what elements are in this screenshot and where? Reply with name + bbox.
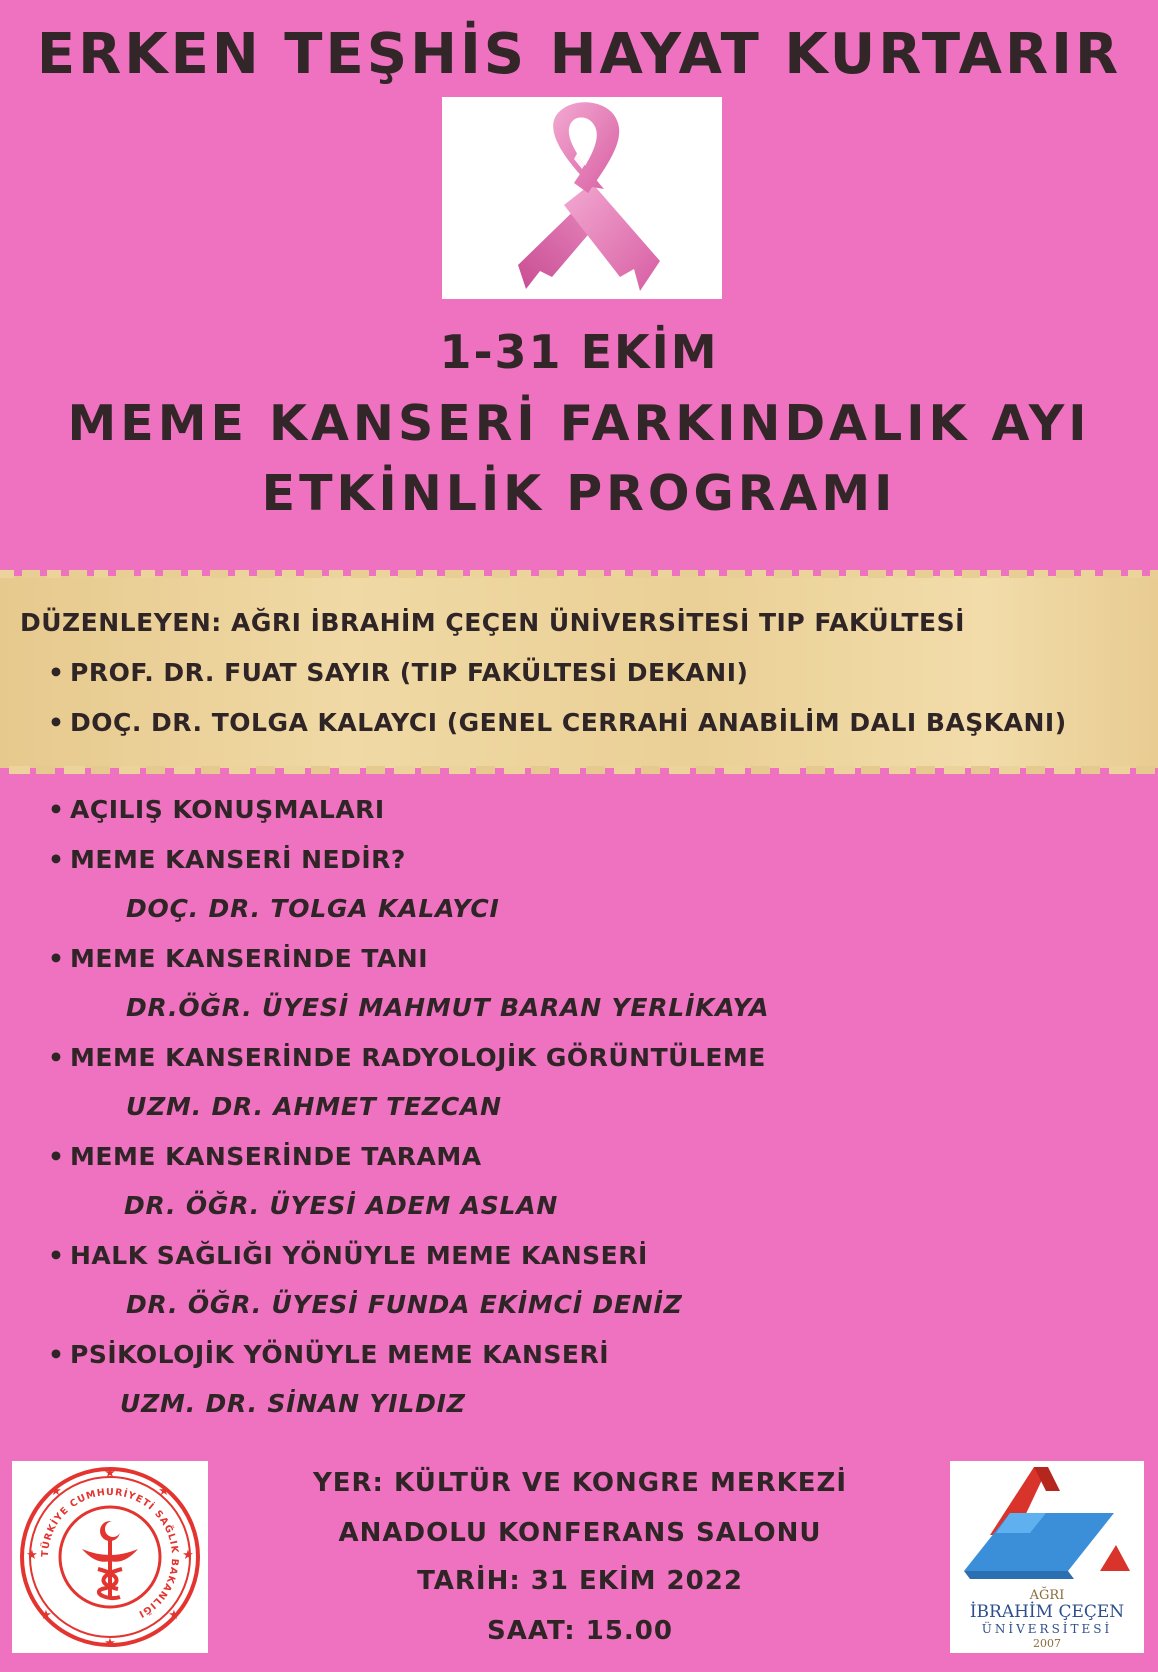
organizer-label: DÜZENLEYEN: AĞRI İBRAHİM ÇEÇEN ÜNİVERSİTESİ TIP FAKÜLTESİ	[20, 608, 965, 637]
university-name-line-2: İBRAHİM ÇEÇEN	[969, 1602, 1125, 1622]
program-speaker: DR.ÖĞR. ÜYESİ MAHMUT BARAN YERLİKAYA	[126, 993, 770, 1022]
program-topic: • HALK SAĞLIĞI YÖNÜYLE MEME KANSERİ	[48, 1241, 648, 1270]
program-speaker: DR. ÖĞR. ÜYESİ FUNDA EKİMCİ DENİZ	[126, 1290, 683, 1319]
venue-hall: ANADOLU KONFERANS SALONU	[338, 1518, 822, 1548]
svg-text:★: ★	[158, 1484, 170, 1499]
ministry-seal-text: TÜRKİYE CUMHURİYETİ SAĞLIK BAKANLIĞI	[39, 1486, 181, 1620]
program-topic: • MEME KANSERİNDE TANI	[48, 944, 429, 973]
svg-text:★: ★	[104, 1466, 116, 1481]
venue-place: YER: KÜLTÜR VE KONGRE MERKEZİ	[312, 1468, 848, 1498]
svg-text:★: ★	[168, 1608, 180, 1623]
university-founding-year: 2007	[1033, 1637, 1061, 1650]
svg-text:★: ★	[50, 1484, 62, 1499]
headline: ERKEN TEŞHİS HAYAT KURTARIR	[36, 22, 1122, 87]
program-topic: • PSİKOLOJİK YÖNÜYLE MEME KANSERİ	[48, 1340, 609, 1369]
university-name-line-1: AĞRI	[1029, 1588, 1065, 1603]
event-date-range: 1-31 EKİM	[439, 325, 719, 379]
program-topic: • MEME KANSERİNDE RADYOLOJİK GÖRÜNTÜLEME	[48, 1043, 766, 1072]
event-title	[0, 322, 1158, 536]
program-speaker: DOÇ. DR. TOLGA KALAYCI	[126, 894, 500, 923]
university-logo	[950, 1461, 1144, 1653]
svg-text:★: ★	[26, 1548, 38, 1563]
program-speaker: DR. ÖĞR. ÜYESİ ADEM ASLAN	[124, 1191, 559, 1220]
program-speaker: UZM. DR. AHMET TEZCAN	[126, 1092, 502, 1121]
ministry-of-health-seal-icon	[12, 1461, 208, 1653]
event-title-line-1: MEME KANSERİ FARKINDALIK AYI	[67, 395, 1091, 452]
ministry-of-health-logo	[12, 1461, 208, 1653]
svg-text:★: ★	[104, 1636, 116, 1651]
event-title-line-2: ETKİNLİK PROGRAMI	[261, 465, 897, 522]
event-time: SAAT: 15.00	[487, 1616, 673, 1646]
university-logo-icon	[950, 1461, 1144, 1653]
program-speaker: UZM. DR. SİNAN YILDIZ	[120, 1389, 466, 1418]
program-topic: • AÇILIŞ KONUŞMALARI	[48, 795, 385, 824]
program-topic: • MEME KANSERİ NEDİR?	[48, 845, 406, 874]
svg-text:★: ★	[40, 1608, 52, 1623]
svg-text:★: ★	[182, 1548, 194, 1563]
university-name-line-3: ÜNİVERSİTESİ	[981, 1622, 1113, 1636]
organizer-member: • DOÇ. DR. TOLGA KALAYCI (GENEL CERRAHİ ANABİLİM DALI BAŞKANI)	[48, 708, 1067, 737]
event-date: TARİH: 31 EKİM 2022	[417, 1566, 743, 1596]
program-topic: • MEME KANSERİNDE TARAMA	[48, 1142, 482, 1171]
pink-ribbon-icon	[442, 97, 722, 299]
organizer-member: • PROF. DR. FUAT SAYIR (TIP FAKÜLTESİ DEKANI)	[48, 658, 749, 687]
pink-ribbon-image	[442, 97, 722, 299]
